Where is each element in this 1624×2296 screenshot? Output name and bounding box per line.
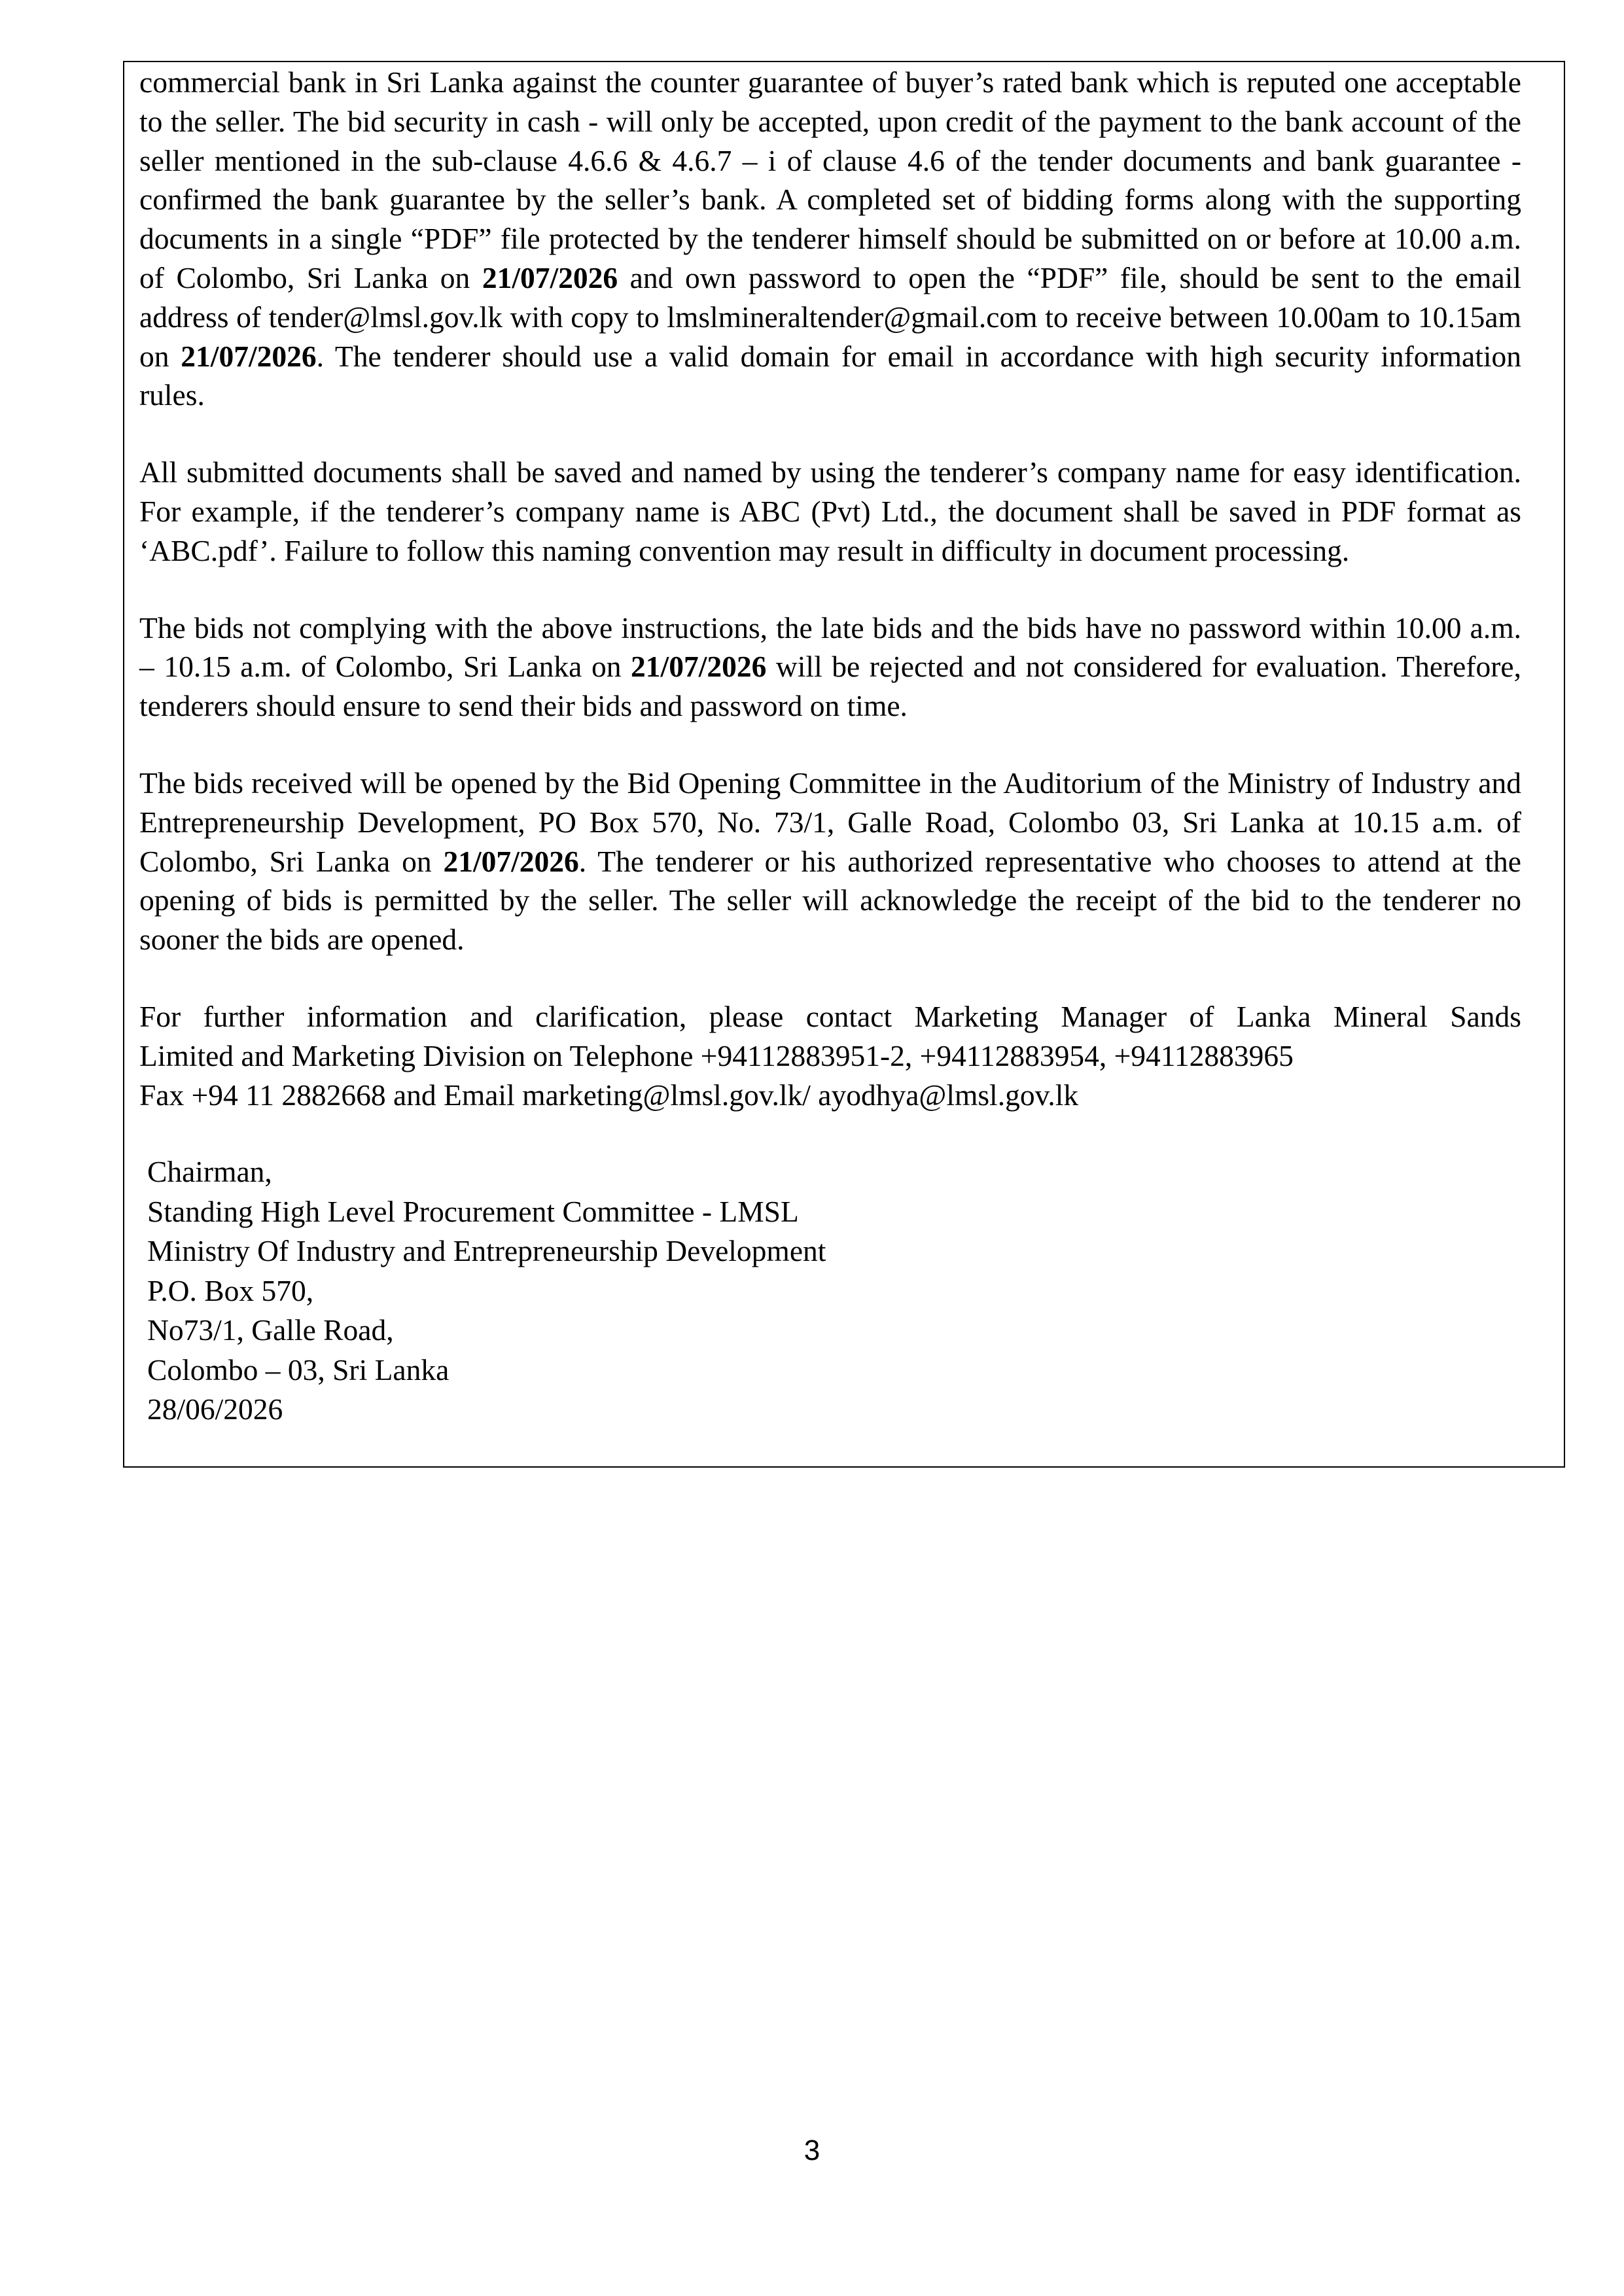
paragraph-text: commercial bank in Sri Lanka against the counter guarantee of buyer’s rated bank which is reputed one acceptable to the seller. The bid security in cash - will only be accepted, upon credit of the payment to the bank account of the seller mentioned in the sub-clause 4.6.6 & 4.6.7 – i of clause 4.6 of the tender documents and bank guarantee - confirmed the bank guarantee by the seller’s bank. A completed set of bidding forms along with the supporting documents in a single “PDF” file protected by the tenderer himself should be submitted on or before at 10.00 a.m. of Colombo, Sri Lanka on [139, 65, 1521, 294]
street-address: No73/1, Galle Road, [147, 1313, 394, 1347]
contact-line: For further information and clarification, please contact Marketing Manager of Lanka Mineral Sands [139, 999, 1521, 1033]
paragraph-text: and own password to open the “PDF” file, should be sent to the email address of tender@lmsl.gov.lk with copy to lmslmineraltender@gmail.com to receive between 10.00am to 10.15am on [139, 260, 1521, 373]
page-number: 3 [803, 2134, 821, 2166]
paragraph-text: The bids not complying with the above instructions, the late bids and the bids have no password within 10.00 a.m. – 10.15 a.m. of Colombo, Sri Lanka on [139, 610, 1521, 684]
paragraph-contact-info [139, 997, 1521, 1114]
ministry-name: Ministry Of Industry and Entrepreneurship Development [147, 1234, 826, 1268]
paragraph-bid-submission [139, 63, 1521, 415]
signatory-title: Chairman, [147, 1155, 272, 1189]
deadline-date: 21/07/2026 [181, 339, 317, 373]
paragraph-text: . The tenderer or his authorized representative who chooses to attend at the opening of bids is permitted by the seller. The seller will acknowledge the receipt of the bid to the tenderer no sooner the bids are opened. [139, 844, 1521, 957]
notice-body [139, 63, 1521, 1430]
paragraph-text: All submitted documents shall be saved and named by using the tenderer’s company name for easy identification. For example, if the tenderer’s company name is ABC (Pvt) Ltd., the document shall be saved in PDF format as ‘ABC.pdf’. Failure to follow this naming convention may result in difficulty in document processing. [139, 455, 1521, 567]
deadline-date: 21/07/2026 [482, 260, 618, 294]
notice-date: 28/06/2026 [147, 1392, 283, 1426]
po-box: P.O. Box 570, [147, 1273, 314, 1307]
opening-date: 21/07/2026 [443, 844, 579, 878]
signature-block [139, 1152, 1521, 1430]
paragraph-rejection-rules [139, 609, 1521, 726]
paragraph-text: . The tenderer should use a valid domain for email in accordance with high security information rules. [139, 339, 1522, 412]
committee-name: Standing High Level Procurement Committee - LMSL [147, 1194, 799, 1228]
paragraph-naming-convention [139, 453, 1521, 570]
contact-line: Fax +94 11 2882668 and Email marketing@lmsl.gov.lk/ ayodhya@lmsl.gov.lk [139, 1078, 1079, 1112]
deadline-date: 21/07/2026 [631, 650, 767, 684]
paragraph-text: will be rejected and not considered for evaluation. Therefore, tenderers should ensure to send their bids and password on time. [139, 650, 1521, 723]
city-address: Colombo – 03, Sri Lanka [147, 1352, 450, 1386]
paragraph-text: The bids received will be opened by the Bid Opening Committee in the Auditorium of the Ministry of Industry and Entrepreneurship Development, PO Box 570, No. 73/1, Galle Road, Colombo 03, Sri Lanka at 10.15 a.m. of Colombo, Sri Lanka on [139, 766, 1521, 878]
contact-line: Limited and Marketing Division on Telephone +94112883951-2, +94112883954, +94112883965 [139, 1038, 1294, 1072]
paragraph-bid-opening [139, 764, 1521, 959]
